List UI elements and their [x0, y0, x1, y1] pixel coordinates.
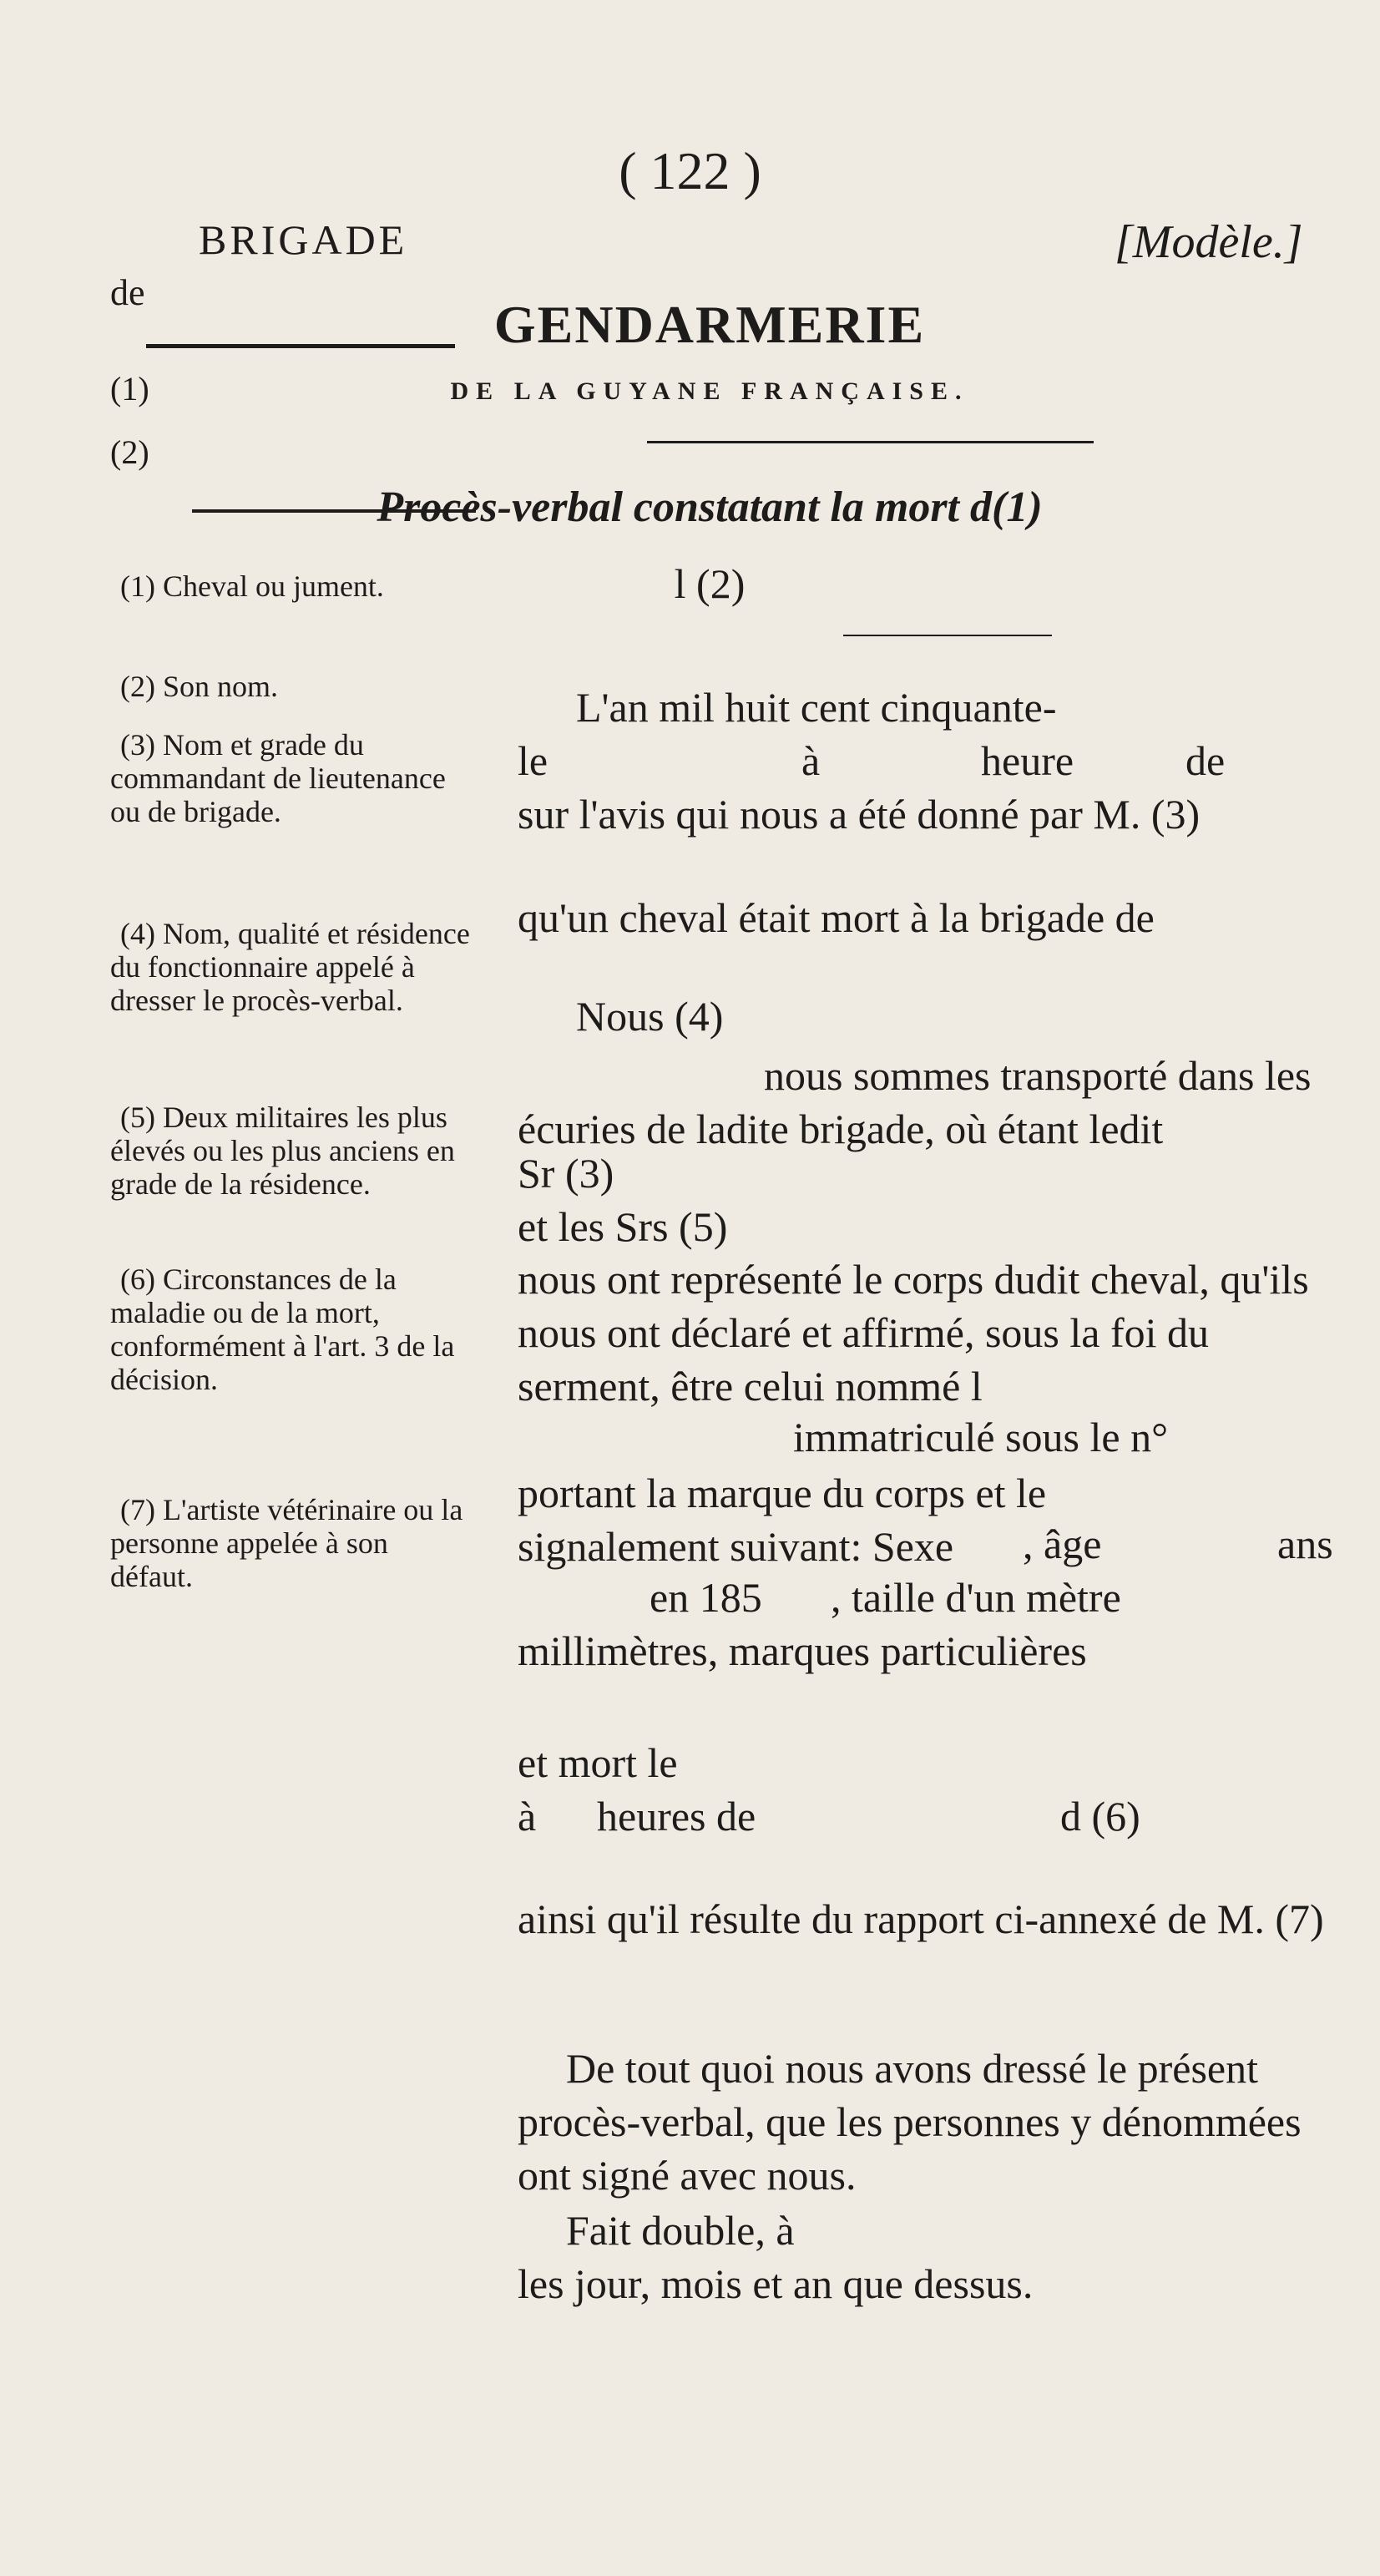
- p2-rest: nous ont représenté le corps dudit cheval, qu'ils nous ont déclaré et affirmé, sous la foi du serment, être celui nommé l: [518, 1256, 1309, 1409]
- note-4: (4) Nom, qualité et résidence du fonctionnaire appelé à dresser le procès-verbal.: [110, 917, 470, 1017]
- p1-de: de: [1185, 737, 1226, 784]
- model-label: [Modèle.]: [1115, 216, 1303, 268]
- p2-srs: et les Srs (5): [518, 1203, 728, 1250]
- page-number: ( 122 ): [619, 141, 761, 200]
- p1-le: le: [518, 737, 548, 784]
- p2-sr: Sr (3): [518, 1150, 614, 1197]
- p1-line4: qu'un cheval était mort à la brigade de: [518, 894, 1155, 941]
- p6-fait: Fait double, à: [566, 2207, 795, 2254]
- p2-immat: immatriculé sous le n°: [793, 1414, 1169, 1460]
- p4: ainsi qu'il résulte du rapport ci-annexé de M. (7): [518, 1895, 1324, 1942]
- p2-ans: ans: [1277, 1521, 1333, 1567]
- pv-l-line: l (2): [674, 560, 746, 607]
- page-subtitle: DE LA GUYANE FRANÇAISE.: [450, 377, 969, 405]
- p1-line1: L'an mil huit cent cinquante-: [576, 684, 1057, 731]
- note-3: (3) Nom et grade du commandant de lieutenance ou de brigade.: [110, 728, 446, 828]
- note-6: (6) Circonstances de la maladie ou de la mort, conformément à l'art. 3 de la décision.: [110, 1263, 455, 1396]
- ref-2: (2): [110, 433, 149, 471]
- ref-1: (1): [110, 370, 149, 407]
- p3-a: à: [518, 1793, 537, 1840]
- p6-rest: les jour, mois et an que dessus.: [518, 2260, 1034, 2307]
- p3-heures: heures de: [597, 1793, 756, 1840]
- p5: De tout quoi nous avons dressé le présent procès-verbal, que les personnes y dénommées ont signé avec nous.: [518, 2045, 1302, 2199]
- page-title: GENDARMERIE: [493, 295, 926, 354]
- pv-rule: [843, 635, 1052, 636]
- title-rule: [647, 441, 1094, 443]
- p2-age: , âge: [1023, 1521, 1102, 1567]
- p3-mort: et mort le: [518, 1739, 678, 1786]
- note-7: (7) L'artiste vétérinaire ou la personne appelée à son défaut.: [110, 1493, 463, 1593]
- p1-heure: heure: [981, 737, 1074, 784]
- note-5: (5) Deux militaires les plus élevés ou les plus anciens en grade de la résidence.: [110, 1101, 455, 1201]
- p2-milli: millimètres, marques particulières: [518, 1627, 1087, 1674]
- brigade-de-label: de: [110, 272, 145, 313]
- left-top-rule: [146, 344, 455, 348]
- p2-body: nous sommes transporté dans les écuries de ladite brigade, où étant ledit: [518, 1052, 1312, 1152]
- pv-title: Procès-verbal constatant la mort d(1): [377, 483, 1043, 531]
- note-2: (2) Son nom.: [120, 670, 278, 703]
- p2-nous: Nous (4): [576, 993, 724, 1040]
- note-1: (1) Cheval ou jument.: [120, 569, 384, 603]
- p1-line3: sur l'avis qui nous a été donné par M. (3): [518, 791, 1201, 838]
- p2-en: en 185: [650, 1574, 762, 1621]
- p1-a: à: [801, 737, 821, 784]
- p3-d6: d (6): [1060, 1793, 1140, 1840]
- brigade-label: BRIGADE: [199, 216, 408, 263]
- p2-taille: , taille d'un mètre: [831, 1574, 1121, 1621]
- p2-rest2: portant la marque du corps et le signalement suivant: Sexe: [518, 1470, 1047, 1570]
